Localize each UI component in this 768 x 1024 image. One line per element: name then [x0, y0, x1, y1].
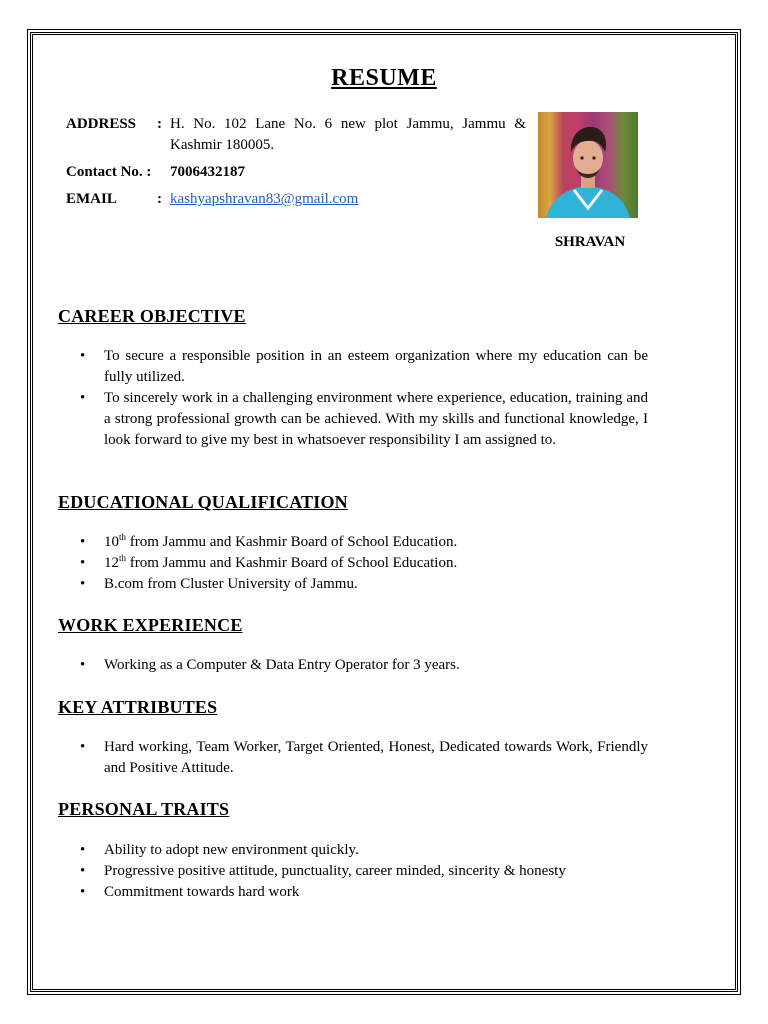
- address-value: H. No. 102 Lane No. 6 new plot Jammu, Jammu & Kashmir 180005.: [170, 116, 526, 153]
- key-attributes-list: [58, 737, 648, 779]
- list-item: • 12th from Jammu and Kashmir Board of School Education.: [58, 553, 648, 574]
- email-label: EMAIL: [66, 191, 117, 207]
- list-item: • To sincerely work in a challenging environment where experience, education, training and a strong professional growth can be achieved. With my skills and functional knowledge, I look forward to give my best in whatsoever responsibility I am assigned to.: [58, 388, 648, 451]
- profile-photo: [538, 112, 638, 218]
- personal-traits-list: [58, 840, 648, 903]
- photo-caption-name: SHRAVAN: [554, 234, 626, 250]
- email-row: [66, 189, 526, 210]
- resume-title: RESUME: [331, 65, 437, 91]
- career-objective-list: [58, 346, 648, 451]
- email-link[interactable]: kashyapshravan83@gmail.com: [170, 191, 359, 207]
- personal-traits-heading: PERSONAL TRAITS: [58, 799, 230, 819]
- career-objective-heading: CAREER OBJECTIVE: [58, 306, 246, 326]
- contact-block: [66, 114, 526, 216]
- work-experience-heading: WORK EXPERIENCE: [58, 615, 243, 635]
- list-item: • Working as a Computer & Data Entry Operator for 3 years.: [58, 655, 648, 676]
- list-item: • Commitment towards hard work: [58, 882, 648, 903]
- list-item: • Progressive positive attitude, punctuality, career minded, sincerity & honesty: [58, 861, 648, 882]
- list-item: • 10th from Jammu and Kashmir Board of School Education.: [58, 532, 648, 553]
- phone-row: [66, 162, 526, 183]
- phone-value: 7006432187: [170, 164, 245, 180]
- key-attributes-heading: KEY ATTRIBUTES: [58, 697, 218, 717]
- phone-label: Contact No. :: [66, 164, 152, 180]
- address-colon: :: [157, 116, 162, 132]
- list-item: • Ability to adopt new environment quickly.: [58, 840, 648, 861]
- work-experience-list: [58, 655, 648, 676]
- list-item: • Hard working, Team Worker, Target Oriented, Honest, Dedicated towards Work, Friendly and Positive Attitude.: [58, 737, 648, 779]
- email-colon: :: [157, 191, 162, 207]
- education-list: [58, 532, 648, 595]
- list-item: • B.com from Cluster University of Jammu.: [58, 574, 648, 595]
- address-label: ADDRESS: [66, 116, 137, 132]
- list-item: • To secure a responsible position in an esteem organization where my education can be fully utilized.: [58, 346, 648, 388]
- address-row: [66, 114, 526, 156]
- education-heading: EDUCATIONAL QUALIFICATION: [58, 492, 348, 512]
- person-portrait-icon: [538, 112, 638, 218]
